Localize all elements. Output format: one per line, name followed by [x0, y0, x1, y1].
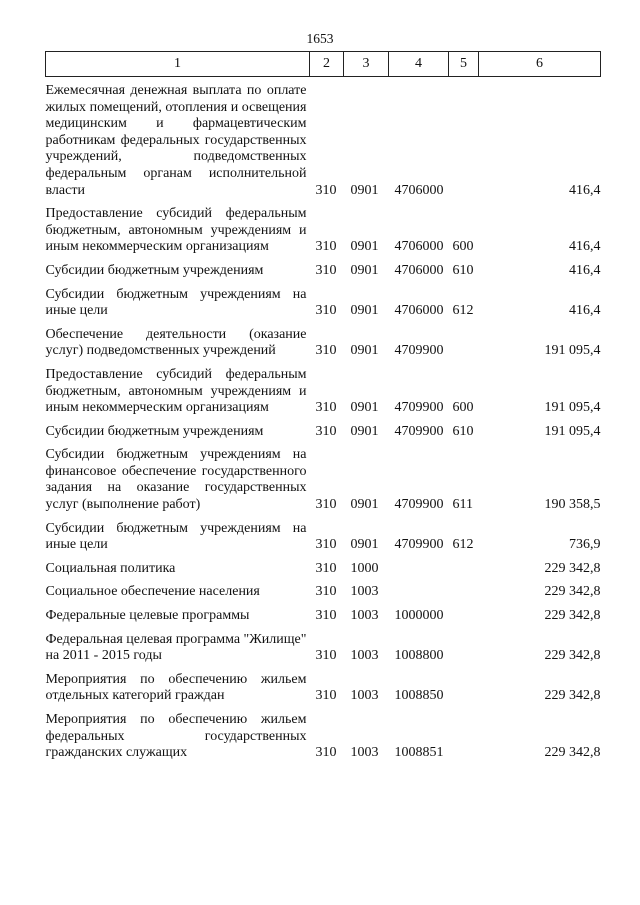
row-amount: 229 342,8: [544, 608, 601, 624]
row-spacer-cell: [479, 625, 601, 632]
row-amount: 229 342,8: [544, 688, 601, 704]
row-code-5: 612: [452, 303, 474, 319]
row-code-3: 0901: [350, 497, 379, 513]
row-code-3: 0901: [350, 303, 379, 319]
row-spacer-cell: [344, 199, 389, 206]
row-spacer-cell: [449, 440, 479, 447]
row-spacer-cell: [479, 601, 601, 608]
row-spacer-cell: [479, 440, 601, 447]
row-spacer-cell: [389, 554, 449, 561]
row-spacer-cell: [449, 665, 479, 672]
row-spacer: [46, 199, 601, 206]
budget-table: [45, 51, 601, 762]
row-code-3: 0901: [350, 182, 379, 198]
row-amount: 229 342,8: [544, 745, 601, 761]
row-spacer-cell: [46, 625, 310, 632]
row-spacer-cell: [310, 665, 344, 672]
header-cell-1: 1: [46, 52, 310, 77]
row-spacer-cell: [344, 554, 389, 561]
row-code-4: 4709900: [394, 537, 444, 553]
row-code-4: 4706000: [394, 239, 444, 255]
row-amount: 416,4: [569, 182, 601, 198]
row-code-4: 4709900: [394, 343, 444, 359]
row-spacer-cell: [449, 577, 479, 584]
row-code-3: 0901: [350, 537, 379, 553]
row-code-5: 610: [452, 262, 474, 278]
row-code-2: 310: [315, 423, 337, 439]
row-spacer-cell: [389, 417, 449, 424]
table-row: [46, 77, 601, 200]
row-name: Субсидии бюджетным учреждениям: [45, 423, 264, 439]
row-spacer-cell: [479, 320, 601, 327]
row-spacer-cell: [479, 417, 601, 424]
table-row: [46, 287, 601, 320]
table-row: [46, 712, 601, 762]
row-code-3: 1003: [350, 648, 379, 664]
row-code-5: [449, 632, 479, 665]
row-spacer-cell: [449, 705, 479, 712]
row-spacer-cell: [46, 280, 310, 287]
row-amount: 416,4: [569, 303, 601, 319]
table-row: [46, 367, 601, 417]
row-spacer-cell: [389, 601, 449, 608]
row-name: Предоставление субсидий федеральным бюджетным, автономным учреждениям и иным некоммерческим организациям: [45, 206, 307, 255]
row-spacer-cell: [310, 199, 344, 206]
row-name: Мероприятия по обеспечению жильем федеральных государственных гражданских служащих: [45, 712, 307, 761]
row-spacer-cell: [46, 577, 310, 584]
row-code-5: [449, 327, 479, 360]
row-code-3: 1003: [350, 745, 379, 761]
row-code-4: 1008800: [394, 648, 444, 664]
row-spacer-cell: [479, 280, 601, 287]
row-spacer-cell: [310, 320, 344, 327]
row-spacer-cell: [310, 417, 344, 424]
row-spacer-cell: [310, 601, 344, 608]
row-spacer-cell: [46, 554, 310, 561]
row-code-4: 1000000: [394, 608, 444, 624]
row-spacer-cell: [449, 280, 479, 287]
row-spacer-cell: [449, 554, 479, 561]
row-spacer-cell: [344, 665, 389, 672]
row-spacer-cell: [344, 256, 389, 263]
row-spacer-cell: [344, 601, 389, 608]
table-row: [46, 632, 601, 665]
row-amount: 191 095,4: [544, 400, 601, 416]
row-code-5: [449, 712, 479, 762]
row-spacer-cell: [310, 625, 344, 632]
row-spacer-cell: [344, 514, 389, 521]
table-header: [46, 52, 601, 77]
row-code-2: 310: [315, 239, 337, 255]
row-code-2: 310: [315, 608, 337, 624]
row-name: Федеральные целевые программы: [45, 608, 250, 624]
row-spacer-cell: [389, 280, 449, 287]
row-code-3: 0901: [350, 343, 379, 359]
row-spacer-cell: [344, 320, 389, 327]
header-cell-4: 4: [389, 52, 449, 77]
row-amount: 229 342,8: [544, 560, 601, 576]
row-code-5: [449, 672, 479, 705]
row-code-2: 310: [315, 688, 337, 704]
row-code-4: [389, 561, 449, 578]
row-amount: 191 095,4: [544, 423, 601, 439]
row-spacer-cell: [449, 625, 479, 632]
row-spacer-cell: [344, 440, 389, 447]
row-code-3: 0901: [350, 262, 379, 278]
row-code-4: 4709900: [394, 400, 444, 416]
table-row: [46, 521, 601, 554]
row-spacer-cell: [46, 665, 310, 672]
row-spacer-cell: [479, 665, 601, 672]
row-spacer-cell: [449, 199, 479, 206]
row-code-2: 310: [315, 497, 337, 513]
row-spacer-cell: [449, 360, 479, 367]
row-spacer-cell: [46, 514, 310, 521]
row-code-4: 4706000: [394, 182, 444, 198]
row-code-4: 4706000: [394, 262, 444, 278]
row-name: Мероприятия по обеспечению жильем отдельных категорий граждан: [45, 671, 307, 704]
row-spacer: [46, 514, 601, 521]
row-code-5: [449, 77, 479, 200]
row-spacer-cell: [479, 256, 601, 263]
row-code-2: 310: [315, 745, 337, 761]
row-amount: 736,9: [569, 537, 601, 553]
row-spacer-cell: [310, 554, 344, 561]
table-body: [46, 77, 601, 762]
table-row: [46, 424, 601, 441]
row-spacer-cell: [389, 320, 449, 327]
row-spacer: [46, 280, 601, 287]
row-spacer-cell: [46, 705, 310, 712]
row-spacer-cell: [389, 360, 449, 367]
row-name: Социальное обеспечение населения: [45, 584, 260, 600]
row-code-5: 612: [452, 537, 474, 553]
table-row: [46, 447, 601, 513]
row-amount: 416,4: [569, 239, 601, 255]
header-cell-6: 6: [479, 52, 601, 77]
row-code-3: 0901: [350, 423, 379, 439]
row-spacer-cell: [46, 440, 310, 447]
row-amount: 190 358,5: [544, 497, 601, 513]
row-code-2: 310: [315, 537, 337, 553]
row-code-2: 310: [315, 648, 337, 664]
row-name: Предоставление субсидий федеральным бюджетным, автономным учреждениям и иным некоммерческим организациям: [45, 366, 307, 416]
row-code-3: 1003: [350, 608, 379, 624]
row-name: Социальная политика: [45, 560, 176, 576]
row-name: Субсидии бюджетным учреждениям на финансовое обеспечение государственного задания на оказание государственных услуг (выполнение работ): [45, 447, 307, 513]
table-row: [46, 584, 601, 601]
row-code-5: [449, 608, 479, 625]
row-code-3: 1003: [350, 584, 379, 600]
row-name: Субсидии бюджетным учреждениям: [45, 262, 264, 278]
row-spacer-cell: [389, 705, 449, 712]
row-spacer-cell: [46, 417, 310, 424]
header-cell-2: 2: [310, 52, 344, 77]
row-spacer-cell: [46, 199, 310, 206]
row-spacer-cell: [449, 256, 479, 263]
row-code-3: 1003: [350, 688, 379, 704]
row-spacer-cell: [46, 601, 310, 608]
row-spacer-cell: [389, 625, 449, 632]
row-spacer-cell: [344, 360, 389, 367]
table-row: [46, 263, 601, 280]
row-spacer-cell: [310, 360, 344, 367]
row-spacer-cell: [46, 320, 310, 327]
row-spacer-cell: [479, 554, 601, 561]
row-spacer-cell: [389, 440, 449, 447]
row-spacer-cell: [389, 577, 449, 584]
header-cell-5: 5: [449, 52, 479, 77]
row-amount: 191 095,4: [544, 343, 601, 359]
row-spacer-cell: [344, 417, 389, 424]
row-code-5: [449, 584, 479, 601]
row-code-2: 310: [315, 262, 337, 278]
row-spacer-cell: [344, 577, 389, 584]
row-spacer-cell: [344, 705, 389, 712]
row-code-4: [389, 584, 449, 601]
row-spacer-cell: [46, 256, 310, 263]
row-name: Субсидии бюджетным учреждениям на иные цели: [45, 286, 307, 319]
row-spacer-cell: [449, 601, 479, 608]
row-spacer-cell: [479, 514, 601, 521]
row-code-2: 310: [315, 560, 337, 576]
row-spacer-cell: [389, 256, 449, 263]
row-name: Обеспечение деятельности (оказание услуг) подведомственных учреждений: [45, 326, 307, 359]
table-row: [46, 561, 601, 578]
row-spacer: [46, 625, 601, 632]
row-spacer-cell: [310, 440, 344, 447]
row-spacer-cell: [389, 514, 449, 521]
header-cell-3: 3: [344, 52, 389, 77]
row-amount: 229 342,8: [544, 584, 601, 600]
row-code-4: 4709900: [394, 497, 444, 513]
row-spacer: [46, 440, 601, 447]
row-spacer-cell: [344, 280, 389, 287]
table-row: [46, 608, 601, 625]
row-code-2: 310: [315, 343, 337, 359]
row-code-4: 4709900: [394, 423, 444, 439]
row-code-5: 611: [452, 497, 473, 513]
row-spacer: [46, 320, 601, 327]
row-code-3: 1000: [350, 560, 379, 576]
row-name: Федеральная целевая программа "Жилище" на 2011 - 2015 годы: [45, 631, 307, 664]
row-spacer: [46, 554, 601, 561]
row-code-5: [449, 561, 479, 578]
row-spacer-cell: [449, 514, 479, 521]
row-code-5: 600: [452, 400, 474, 416]
row-spacer: [46, 256, 601, 263]
row-spacer-cell: [310, 280, 344, 287]
row-spacer: [46, 577, 601, 584]
row-spacer: [46, 705, 601, 712]
row-code-5: 610: [452, 423, 474, 439]
row-spacer-cell: [479, 199, 601, 206]
row-code-3: 0901: [350, 400, 379, 416]
table-row: [46, 672, 601, 705]
row-code-2: 310: [315, 303, 337, 319]
row-spacer-cell: [449, 417, 479, 424]
page-number: 1653: [306, 31, 334, 46]
row-code-2: 310: [315, 182, 337, 198]
row-amount: 416,4: [569, 262, 601, 278]
row-code-4: 4706000: [394, 303, 444, 319]
table-row: [46, 206, 601, 256]
row-amount: 229 342,8: [544, 648, 601, 664]
row-name: Ежемесячная денежная выплата по оплате жилых помещений, отопления и освещения медицинским и фармацевтическим работникам федеральных государственных учреждений, подведомственных федеральным органам исполнительной власти: [45, 83, 307, 198]
row-spacer-cell: [389, 199, 449, 206]
row-spacer-cell: [479, 705, 601, 712]
row-spacer-cell: [310, 577, 344, 584]
row-spacer-cell: [310, 705, 344, 712]
header-row: [46, 52, 601, 77]
row-code-5: 600: [452, 239, 474, 255]
row-name: Субсидии бюджетным учреждениям на иные цели: [45, 520, 307, 553]
row-code-4: 1008850: [394, 688, 444, 704]
row-spacer-cell: [46, 360, 310, 367]
row-spacer-cell: [310, 514, 344, 521]
row-spacer-cell: [389, 665, 449, 672]
row-spacer: [46, 360, 601, 367]
row-code-3: 0901: [350, 239, 379, 255]
row-spacer-cell: [310, 256, 344, 263]
row-code-2: 310: [315, 584, 337, 600]
row-spacer-cell: [344, 625, 389, 632]
row-spacer: [46, 665, 601, 672]
row-spacer-cell: [449, 320, 479, 327]
row-code-4: 1008851: [394, 745, 444, 761]
row-spacer-cell: [479, 360, 601, 367]
row-spacer: [46, 417, 601, 424]
row-code-2: 310: [315, 400, 337, 416]
row-spacer-cell: [479, 577, 601, 584]
table-row: [46, 327, 601, 360]
row-spacer: [46, 601, 601, 608]
